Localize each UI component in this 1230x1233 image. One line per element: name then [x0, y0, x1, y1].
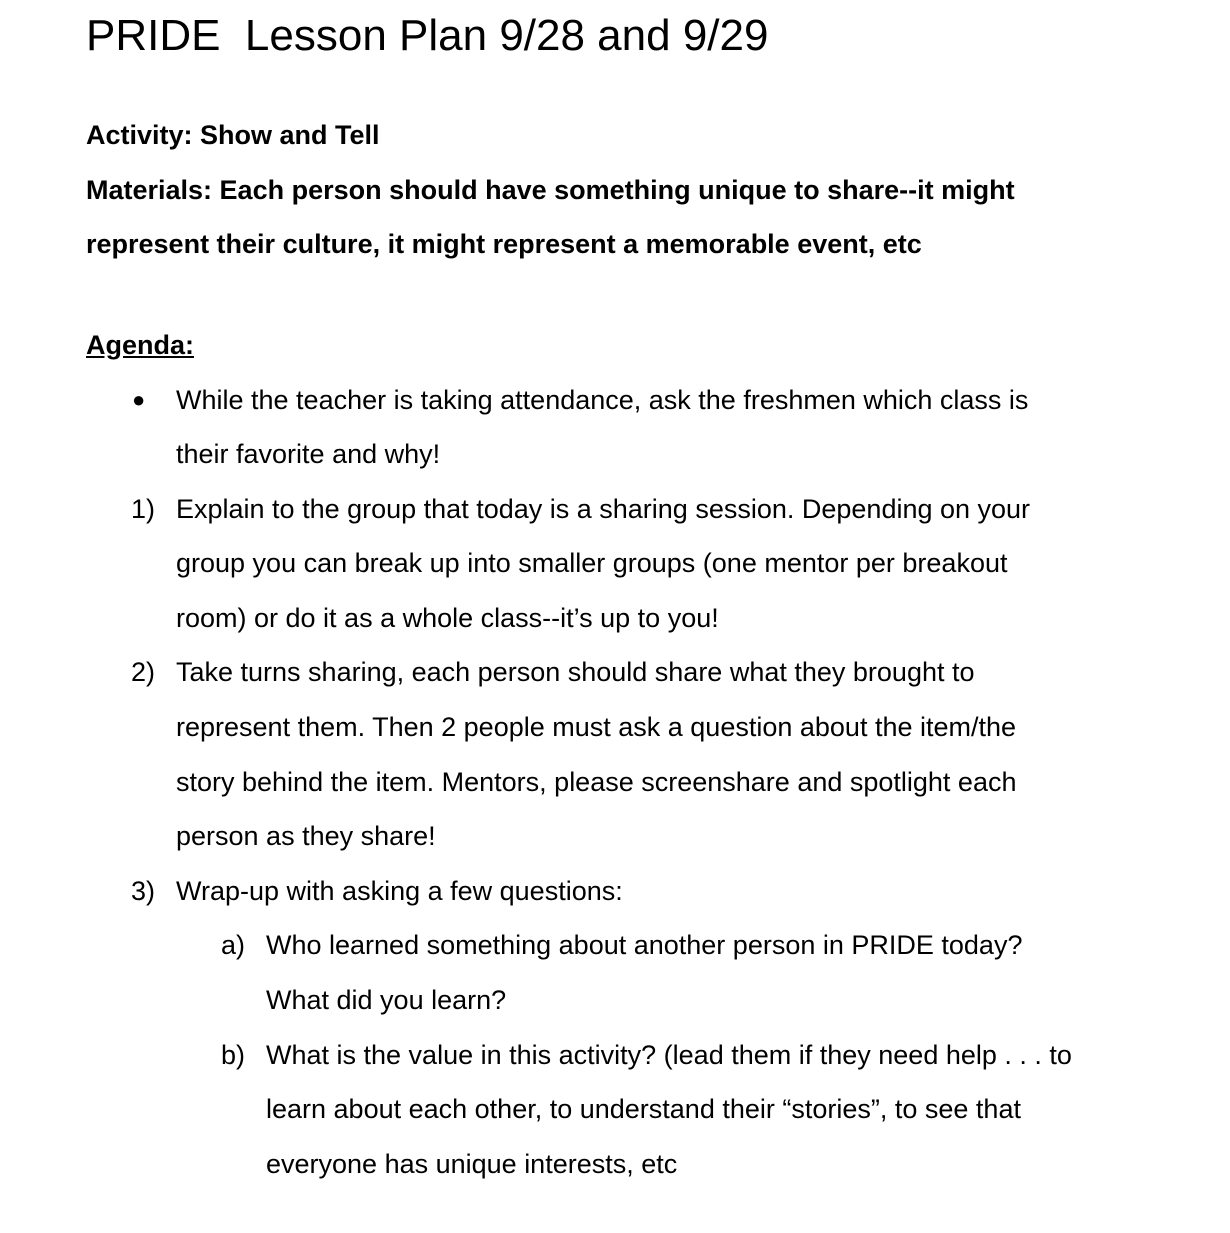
- subitem-b-line-1: What is the value in this activity? (lead them if they need help . . . to: [266, 1040, 1072, 1070]
- materials-line-2: represent their culture, it might represent a memorable event, etc: [86, 229, 922, 259]
- subitem-a-line-2: What did you learn?: [266, 985, 507, 1015]
- subitem-b-marker: b): [221, 1040, 246, 1070]
- subitem-a-marker: a): [221, 930, 246, 960]
- activity-line: Activity: Show and Tell: [86, 120, 380, 150]
- subitem-b-line-3: everyone has unique interests, etc: [266, 1149, 678, 1179]
- item-1-line-1: Explain to the group that today is a sharing session. Depending on your: [176, 494, 1031, 524]
- item-1-marker: 1): [131, 494, 156, 524]
- document-title: PRIDE Lesson Plan 9/28 and 9/29: [86, 11, 769, 60]
- subitem-b-line-2: learn about each other, to understand their “stories”, to see that: [266, 1094, 1021, 1124]
- bullet-marker: ●: [132, 387, 146, 412]
- item-2-line-3: story behind the item. Mentors, please screenshare and spotlight each: [176, 767, 1017, 797]
- item-2-line-2: represent them. Then 2 people must ask a question about the item/the: [176, 712, 1017, 742]
- materials-line-1: Materials: Each person should have something unique to share--it might: [86, 175, 1015, 205]
- item-2-marker: 2): [131, 657, 156, 687]
- item-1-line-3: room) or do it as a whole class--it’s up to you!: [176, 603, 719, 633]
- item-2-line-4: person as they share!: [176, 821, 436, 851]
- subitem-a-line-1: Who learned something about another person in PRIDE today?: [266, 930, 1023, 960]
- item-3-marker: 3): [131, 876, 156, 906]
- item-2-line-1: Take turns sharing, each person should share what they brought to: [176, 657, 975, 687]
- item-1-line-2: group you can break up into smaller groups (one mentor per breakout: [176, 548, 1008, 578]
- bullet-line-2: their favorite and why!: [176, 439, 441, 469]
- item-3-line-1: Wrap-up with asking a few questions:: [176, 876, 623, 906]
- agenda-heading: Agenda:: [86, 330, 194, 360]
- bullet-line-1: While the teacher is taking attendance, ask the freshmen which class is: [176, 385, 1029, 415]
